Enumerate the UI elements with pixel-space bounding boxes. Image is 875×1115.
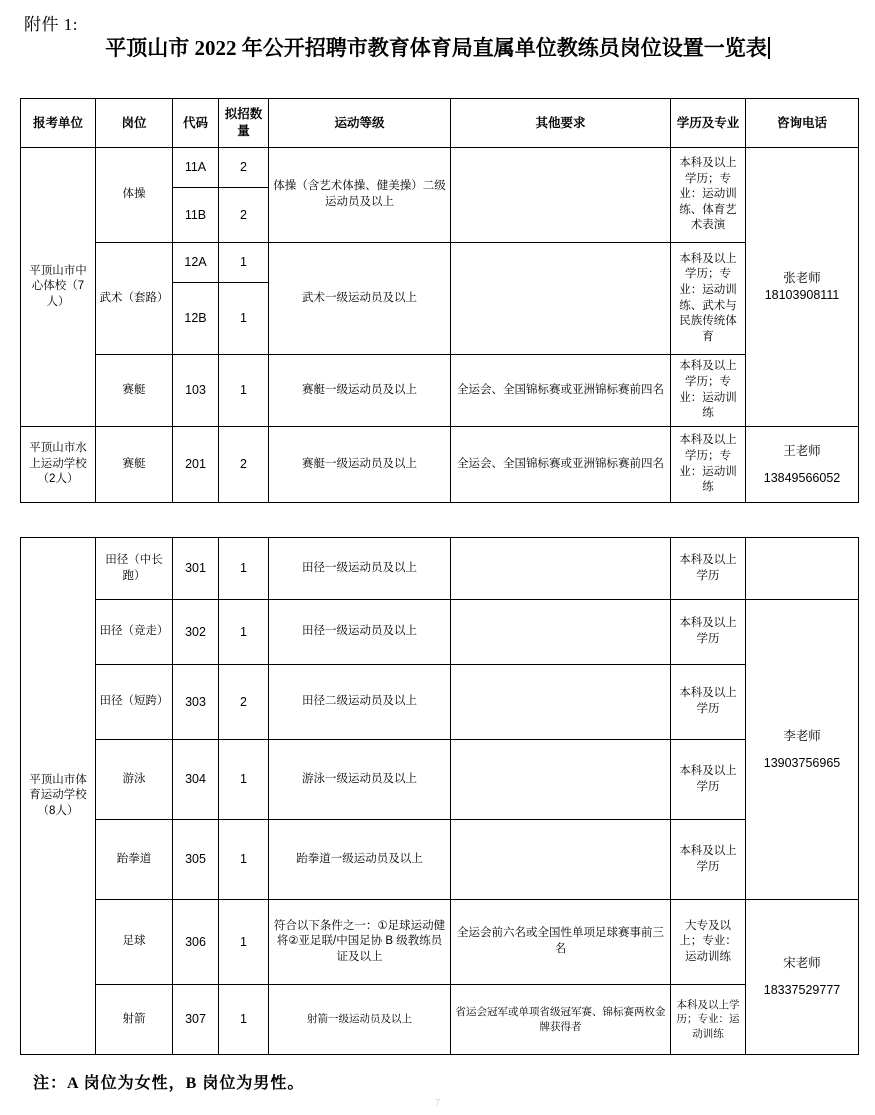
page-title: [0, 32, 875, 62]
cell-sport-level-gymnastics: 体操（含艺术体操、健美操）二级运动员及以上: [269, 148, 451, 243]
table-row: [21, 148, 859, 188]
cell-quantity-305: 1: [219, 820, 269, 900]
column-header-phone: 咨询电话: [746, 99, 859, 148]
cell-code-103: 103: [173, 355, 219, 427]
cell-other-req-103: 全运会、全国锦标赛或亚洲锦标赛前四名: [451, 355, 671, 427]
cell-sport-level-201: 赛艇一级运动员及以上: [269, 427, 451, 503]
column-header-post: 岗位: [96, 99, 173, 148]
phone-contact-number: 13849566052: [763, 470, 841, 485]
cell-post-301: 田径（中长跑）: [96, 538, 173, 600]
job-table-center-and-water-school: [20, 98, 859, 503]
cell-phone-zhang: [746, 148, 859, 427]
cell-education-201: 本科及以上学历；专业：运动训练: [671, 427, 746, 503]
cell-phone-empty-301: [746, 538, 859, 600]
cell-sport-level-103: 赛艇一级运动员及以上: [269, 355, 451, 427]
phone-contact-name: 宋老师: [783, 956, 821, 971]
cell-quantity-301: 1: [219, 538, 269, 600]
cell-other-req-wushu: [451, 243, 671, 355]
phone-contact-number: 18337529777: [763, 983, 841, 997]
footer-note: 注：A 岗位为女性，B 岗位为男性。: [33, 1075, 305, 1092]
cell-quantity-103: 1: [219, 355, 269, 427]
cell-education-wushu: 本科及以上学历；专业：运动训练、武术与民族传统体育: [671, 243, 746, 355]
cell-quantity-303: 2: [219, 665, 269, 740]
cell-post-wushu: 武术（套路）: [96, 243, 173, 355]
cell-code-301: 301: [173, 538, 219, 600]
table-row: [21, 355, 859, 427]
table-row: [21, 900, 859, 985]
cell-quantity-12b: 1: [219, 283, 269, 355]
column-header-unit: 报考单位: [21, 99, 96, 148]
cell-other-req-306: 全运会前六名或全国性单项足球赛事前三名: [451, 900, 671, 985]
page-title-text: 平顶山市 2022 年公开招聘市教育体育局直属单位教练员岗位设置一览表: [105, 36, 767, 60]
table-row: [21, 985, 859, 1055]
cell-post-302: 田径（竞走）: [96, 600, 173, 665]
cell-post-303: 田径（短跨）: [96, 665, 173, 740]
cell-education-306: 大专及以上；专业：运动训练: [671, 900, 746, 985]
cell-code-302: 302: [173, 600, 219, 665]
cell-education-305: 本科及以上学历: [671, 820, 746, 900]
phone-contact-number: 13903756965: [763, 755, 841, 770]
cell-phone-li: [746, 600, 859, 900]
cell-quantity-11a: 2: [219, 148, 269, 188]
cell-other-req-307: 省运会冠军或单项省级冠军赛、锦标赛两枚金牌获得者: [451, 985, 671, 1055]
cell-code-305: 305: [173, 820, 219, 900]
cell-code-303: 303: [173, 665, 219, 740]
cell-other-req-201: 全运会、全国锦标赛或亚洲锦标赛前四名: [451, 427, 671, 503]
cell-code-12a: 12A: [173, 243, 219, 283]
cell-sport-level-301: 田径一级运动员及以上: [269, 538, 451, 600]
cell-post-rowing-201: 赛艇: [96, 427, 173, 503]
phone-contact-number: 18103908111: [764, 288, 840, 302]
cell-other-req-301: [451, 538, 671, 600]
table-row: [21, 665, 859, 740]
table-row: [21, 740, 859, 820]
cell-code-11b: 11B: [173, 188, 219, 243]
cell-quantity-306: 1: [219, 900, 269, 985]
cell-other-req-304: [451, 740, 671, 820]
cell-education-301: 本科及以上学历: [671, 538, 746, 600]
cell-quantity-307: 1: [219, 985, 269, 1055]
cell-education-302: 本科及以上学历: [671, 600, 746, 665]
phone-contact-name: 王老师: [783, 443, 821, 458]
cell-other-req-gymnastics: [451, 148, 671, 243]
cell-education-gymnastics: 本科及以上学历；专业：运动训练、体育艺术表演: [671, 148, 746, 243]
cell-post-306: 足球: [96, 900, 173, 985]
column-header-sport-level: 运动等级: [269, 99, 451, 148]
cell-code-306: 306: [173, 900, 219, 985]
cell-sport-level-304: 游泳一级运动员及以上: [269, 740, 451, 820]
column-header-education-major: 学历及专业: [671, 99, 746, 148]
column-header-other-requirements: 其他要求: [451, 99, 671, 148]
cell-other-req-305: [451, 820, 671, 900]
cell-quantity-12a: 1: [219, 243, 269, 283]
cell-sport-level-306: 符合以下条件之一：①足球运动健将②亚足联/中国足协 B 级教练员证及以上: [269, 900, 451, 985]
job-table-sports-school: [20, 537, 859, 1055]
cell-quantity-302: 1: [219, 600, 269, 665]
column-header-quantity: 拟招数量: [219, 99, 269, 148]
table-row: [21, 427, 859, 503]
cell-unit-center-school: 平顶山市中心体校（7人）: [21, 148, 96, 427]
attachment-label: 附件 1:: [24, 15, 78, 34]
cell-code-304: 304: [173, 740, 219, 820]
page-number: 7: [435, 1098, 440, 1109]
cell-sport-level-303: 田径二级运动员及以上: [269, 665, 451, 740]
cell-post-gymnastics: 体操: [96, 148, 173, 243]
cell-unit-sports-school: 平顶山市体育运动学校（8人）: [21, 538, 96, 1055]
cell-code-307: 307: [173, 985, 219, 1055]
cell-phone-wang: [746, 427, 859, 503]
cell-quantity-201: 2: [219, 427, 269, 503]
cell-sport-level-305: 跆拳道一级运动员及以上: [269, 820, 451, 900]
cell-education-304: 本科及以上学历: [671, 740, 746, 820]
cell-other-req-302: [451, 600, 671, 665]
cell-sport-level-wushu: 武术一级运动员及以上: [269, 243, 451, 355]
cell-other-req-303: [451, 665, 671, 740]
cell-sport-level-307: 射箭一级运动员及以上: [269, 985, 451, 1055]
phone-spacer: [749, 972, 855, 982]
cell-sport-level-302: 田径一级运动员及以上: [269, 600, 451, 665]
cell-code-11a: 11A: [173, 148, 219, 188]
cell-quantity-304: 1: [219, 740, 269, 820]
phone-spacer: [749, 745, 855, 755]
cell-post-rowing-103: 赛艇: [96, 355, 173, 427]
cell-post-307: 射箭: [96, 985, 173, 1055]
cell-education-103: 本科及以上学历；专业：运动训练: [671, 355, 746, 427]
table-row: [21, 600, 859, 665]
cell-code-201: 201: [173, 427, 219, 503]
phone-contact-name: 李老师: [783, 728, 821, 743]
cell-post-305: 跆拳道: [96, 820, 173, 900]
column-header-code: 代码: [173, 99, 219, 148]
table-row: [21, 243, 859, 283]
cell-code-12b: 12B: [173, 283, 219, 355]
cell-education-307: 本科及以上学历；专业：运动训练: [671, 985, 746, 1055]
table-row: [21, 820, 859, 900]
phone-spacer: [749, 460, 855, 470]
cell-phone-song: [746, 900, 859, 1055]
cell-quantity-11b: 2: [219, 188, 269, 243]
cell-post-304: 游泳: [96, 740, 173, 820]
table-header-row: [21, 99, 859, 148]
text-cursor-caret: [768, 37, 770, 59]
table-row: [21, 538, 859, 600]
cell-unit-water-school: 平顶山市水上运动学校（2人）: [21, 427, 96, 503]
phone-contact-name: 张老师: [783, 271, 821, 286]
cell-education-303: 本科及以上学历: [671, 665, 746, 740]
